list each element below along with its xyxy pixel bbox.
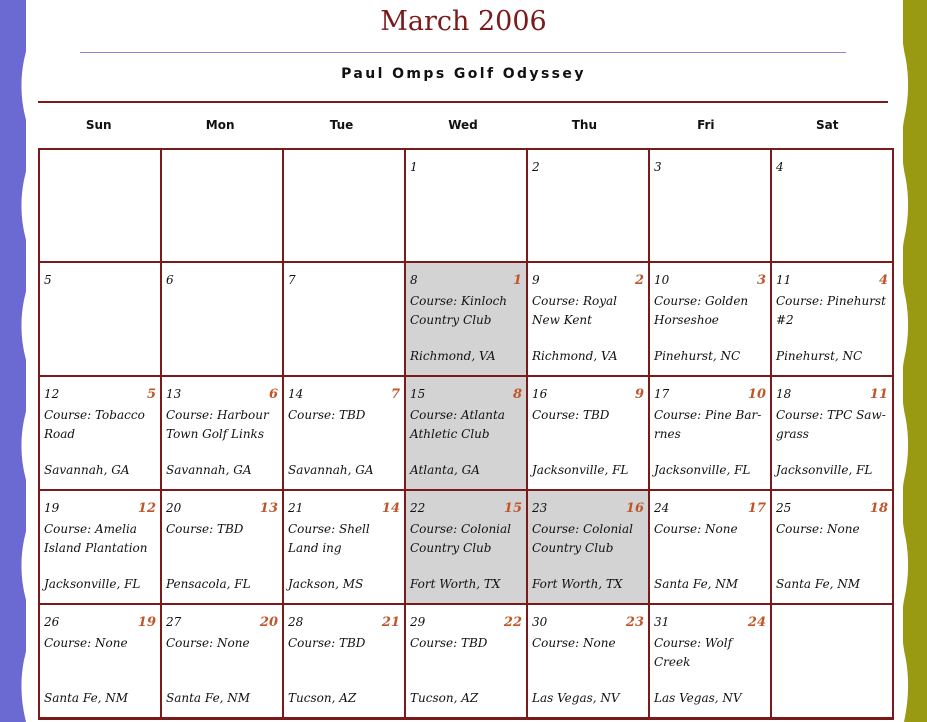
day-number: 4 <box>776 160 784 174</box>
course-location: Santa Fe, NM <box>44 691 129 705</box>
calendar-day-cell <box>161 149 283 262</box>
calendar-top-rule <box>38 101 888 103</box>
calendar-day-cell <box>771 604 893 719</box>
course-name: Course: Royal New Kent <box>532 294 618 327</box>
calendar-day-cell <box>39 376 161 490</box>
calendar-day-cell <box>161 604 283 719</box>
course-name: Course: Colonial Country Club <box>532 522 634 555</box>
calendar-day-cell <box>649 376 771 490</box>
day-number: 6 <box>166 273 174 287</box>
course-name: Course: TBD <box>288 408 366 422</box>
course-location: Santa Fe, NM <box>166 691 251 705</box>
course-name: Course: Colonial Country Club <box>410 522 512 555</box>
calendar-day-cell <box>527 376 649 490</box>
course-location: Savannah, GA <box>44 463 130 477</box>
calendar-day-cell <box>649 262 771 376</box>
day-number: 25 <box>776 501 792 515</box>
calendar-grid <box>38 148 894 720</box>
day-number: 29 <box>410 615 426 629</box>
day-number: 23 <box>532 501 548 515</box>
course-location: Fort Worth, TX <box>410 577 501 591</box>
calendar-day-cell <box>161 376 283 490</box>
round-number: 9 <box>634 387 644 402</box>
calendar-week-row <box>39 149 893 262</box>
calendar-day-cell <box>405 604 527 719</box>
course-location: Jackson, MS <box>288 577 364 591</box>
round-number: 24 <box>747 615 766 630</box>
calendar-day-cell <box>283 604 405 719</box>
course-name: Course: Amelia Island Plantation <box>44 522 148 555</box>
weekday-sun: Sun <box>85 118 112 132</box>
round-number: 7 <box>390 387 400 402</box>
round-number: 15 <box>503 501 522 516</box>
day-number: 17 <box>654 387 670 401</box>
day-number: 15 <box>410 387 426 401</box>
course-location: Las Vegas, NV <box>654 691 742 705</box>
course-name: Course: TBD <box>410 636 488 650</box>
calendar-day-cell <box>405 376 527 490</box>
calendar-day-cell <box>527 262 649 376</box>
weekday-header <box>38 118 888 136</box>
round-number: 16 <box>625 501 644 516</box>
day-number: 24 <box>654 501 670 515</box>
course-name: Course: Golden Horseshoe <box>654 294 749 327</box>
course-name: Course: Tobacco Road <box>44 408 145 441</box>
calendar-week-row <box>39 490 893 604</box>
calendar-day-cell <box>39 604 161 719</box>
day-number: 20 <box>166 501 182 515</box>
course-location: Pinehurst, NC <box>654 349 741 363</box>
calendar-day-cell <box>283 376 405 490</box>
round-number: 22 <box>503 615 522 630</box>
calendar-day-cell <box>39 149 161 262</box>
round-number: 4 <box>878 273 888 288</box>
course-name: Course: None <box>44 636 128 650</box>
calendar-day-cell <box>771 490 893 604</box>
course-location: Pinehurst, NC <box>776 349 863 363</box>
day-number: 2 <box>532 160 540 174</box>
course-name: Course: TBD <box>532 408 610 422</box>
course-name: Course: Atlanta Athletic Club <box>410 408 505 441</box>
calendar-day-cell <box>283 149 405 262</box>
weekday-wed: Wed <box>448 118 478 132</box>
course-location: Tucson, AZ <box>410 691 479 705</box>
calendar-day-cell <box>527 490 649 604</box>
weekday-tue: Tue <box>329 118 354 132</box>
day-number: 1 <box>410 160 418 174</box>
calendar-day-cell <box>405 149 527 262</box>
title-divider <box>80 52 846 53</box>
course-name: Course: None <box>532 636 616 650</box>
page-subtitle: Paul Omps Golf Odyssey <box>341 66 586 82</box>
day-number: 30 <box>532 615 548 629</box>
left-decorative-band <box>0 0 26 722</box>
calendar-day-cell <box>161 262 283 376</box>
course-location: Tucson, AZ <box>288 691 357 705</box>
course-location: Fort Worth, TX <box>532 577 623 591</box>
course-name: Course: Harbour Town Golf Links <box>166 408 269 441</box>
calendar-day-cell <box>283 490 405 604</box>
day-number: 8 <box>410 273 418 287</box>
day-number: 5 <box>44 273 52 287</box>
course-name: Course: Pinehurst #2 <box>776 294 886 327</box>
round-number: 17 <box>747 501 766 516</box>
course-location: Savannah, GA <box>166 463 252 477</box>
day-number: 14 <box>288 387 304 401</box>
calendar-day-cell <box>771 262 893 376</box>
calendar-day-cell <box>771 376 893 490</box>
calendar-day-cell <box>39 490 161 604</box>
right-wavy-edge <box>903 0 927 722</box>
course-name: Course: Wolf Creek <box>654 636 733 669</box>
day-number: 31 <box>654 615 670 629</box>
day-number: 10 <box>654 273 670 287</box>
course-name: Course: TBD <box>288 636 366 650</box>
course-location: Richmond, VA <box>410 349 496 363</box>
right-decorative-band <box>903 0 927 722</box>
round-number: 13 <box>259 501 278 516</box>
calendar-day-cell <box>161 490 283 604</box>
course-name: Course: Pine Bar-rnes <box>654 408 762 441</box>
course-location: Jacksonville, FL <box>44 577 141 591</box>
course-location: Atlanta, GA <box>410 463 480 477</box>
day-number: 19 <box>44 501 60 515</box>
course-location: Las Vegas, NV <box>532 691 620 705</box>
course-location: Pensacola, FL <box>166 577 251 591</box>
round-number: 19 <box>137 615 156 630</box>
calendar-day-cell <box>771 149 893 262</box>
course-name: Course: None <box>776 522 860 536</box>
calendar-day-cell <box>649 604 771 719</box>
course-location: Jacksonville, FL <box>532 463 629 477</box>
weekday-sat: Sat <box>816 118 839 132</box>
calendar-day-cell <box>649 490 771 604</box>
weekday-fri: Fri <box>697 118 715 132</box>
weekday-thu: Thu <box>571 118 598 132</box>
calendar-day-cell <box>405 490 527 604</box>
day-number: 11 <box>776 273 792 287</box>
round-number: 5 <box>146 387 156 402</box>
day-number: 27 <box>166 615 182 629</box>
course-location: Jacksonville, FL <box>654 463 751 477</box>
calendar-week-row <box>39 604 893 719</box>
left-wavy-edge <box>0 0 30 722</box>
course-name: Course: Shell Land ing <box>288 522 370 555</box>
calendar-week-row <box>39 376 893 490</box>
round-number: 12 <box>137 501 156 516</box>
day-number: 21 <box>288 501 304 515</box>
round-number: 20 <box>259 615 278 630</box>
round-number: 6 <box>268 387 278 402</box>
page-title: March 2006 <box>380 6 547 37</box>
course-location: Jacksonville, FL <box>776 463 873 477</box>
course-name: Course: None <box>166 636 250 650</box>
round-number: 23 <box>625 615 644 630</box>
day-number: 22 <box>410 501 426 515</box>
day-number: 16 <box>532 387 548 401</box>
day-number: 18 <box>776 387 792 401</box>
course-name: Course: None <box>654 522 738 536</box>
calendar-day-cell <box>649 149 771 262</box>
day-number: 26 <box>44 615 60 629</box>
round-number: 21 <box>381 615 400 630</box>
round-number: 11 <box>869 387 888 402</box>
round-number: 14 <box>381 501 400 516</box>
calendar-day-cell <box>39 262 161 376</box>
day-number: 3 <box>654 160 662 174</box>
course-name: Course: TBD <box>166 522 244 536</box>
round-number: 2 <box>634 273 644 288</box>
day-number: 28 <box>288 615 304 629</box>
course-location: Santa Fe, NM <box>776 577 861 591</box>
calendar-day-cell <box>283 262 405 376</box>
round-number: 10 <box>747 387 766 402</box>
round-number: 3 <box>756 273 766 288</box>
calendar-week-row <box>39 262 893 376</box>
calendar-day-cell <box>527 604 649 719</box>
round-number: 18 <box>869 501 888 516</box>
day-number: 7 <box>288 273 296 287</box>
weekday-mon: Mon <box>205 118 235 132</box>
round-number: 1 <box>512 273 522 288</box>
course-location: Savannah, GA <box>288 463 374 477</box>
course-name: Course: TPC Saw-grass <box>776 408 886 441</box>
course-location: Santa Fe, NM <box>654 577 739 591</box>
calendar-day-cell <box>405 262 527 376</box>
course-location: Richmond, VA <box>532 349 618 363</box>
round-number: 8 <box>512 387 522 402</box>
day-number: 13 <box>166 387 182 401</box>
day-number: 9 <box>532 273 540 287</box>
day-number: 12 <box>44 387 60 401</box>
calendar-day-cell <box>527 149 649 262</box>
course-name: Course: Kinloch Country Club <box>410 294 508 327</box>
